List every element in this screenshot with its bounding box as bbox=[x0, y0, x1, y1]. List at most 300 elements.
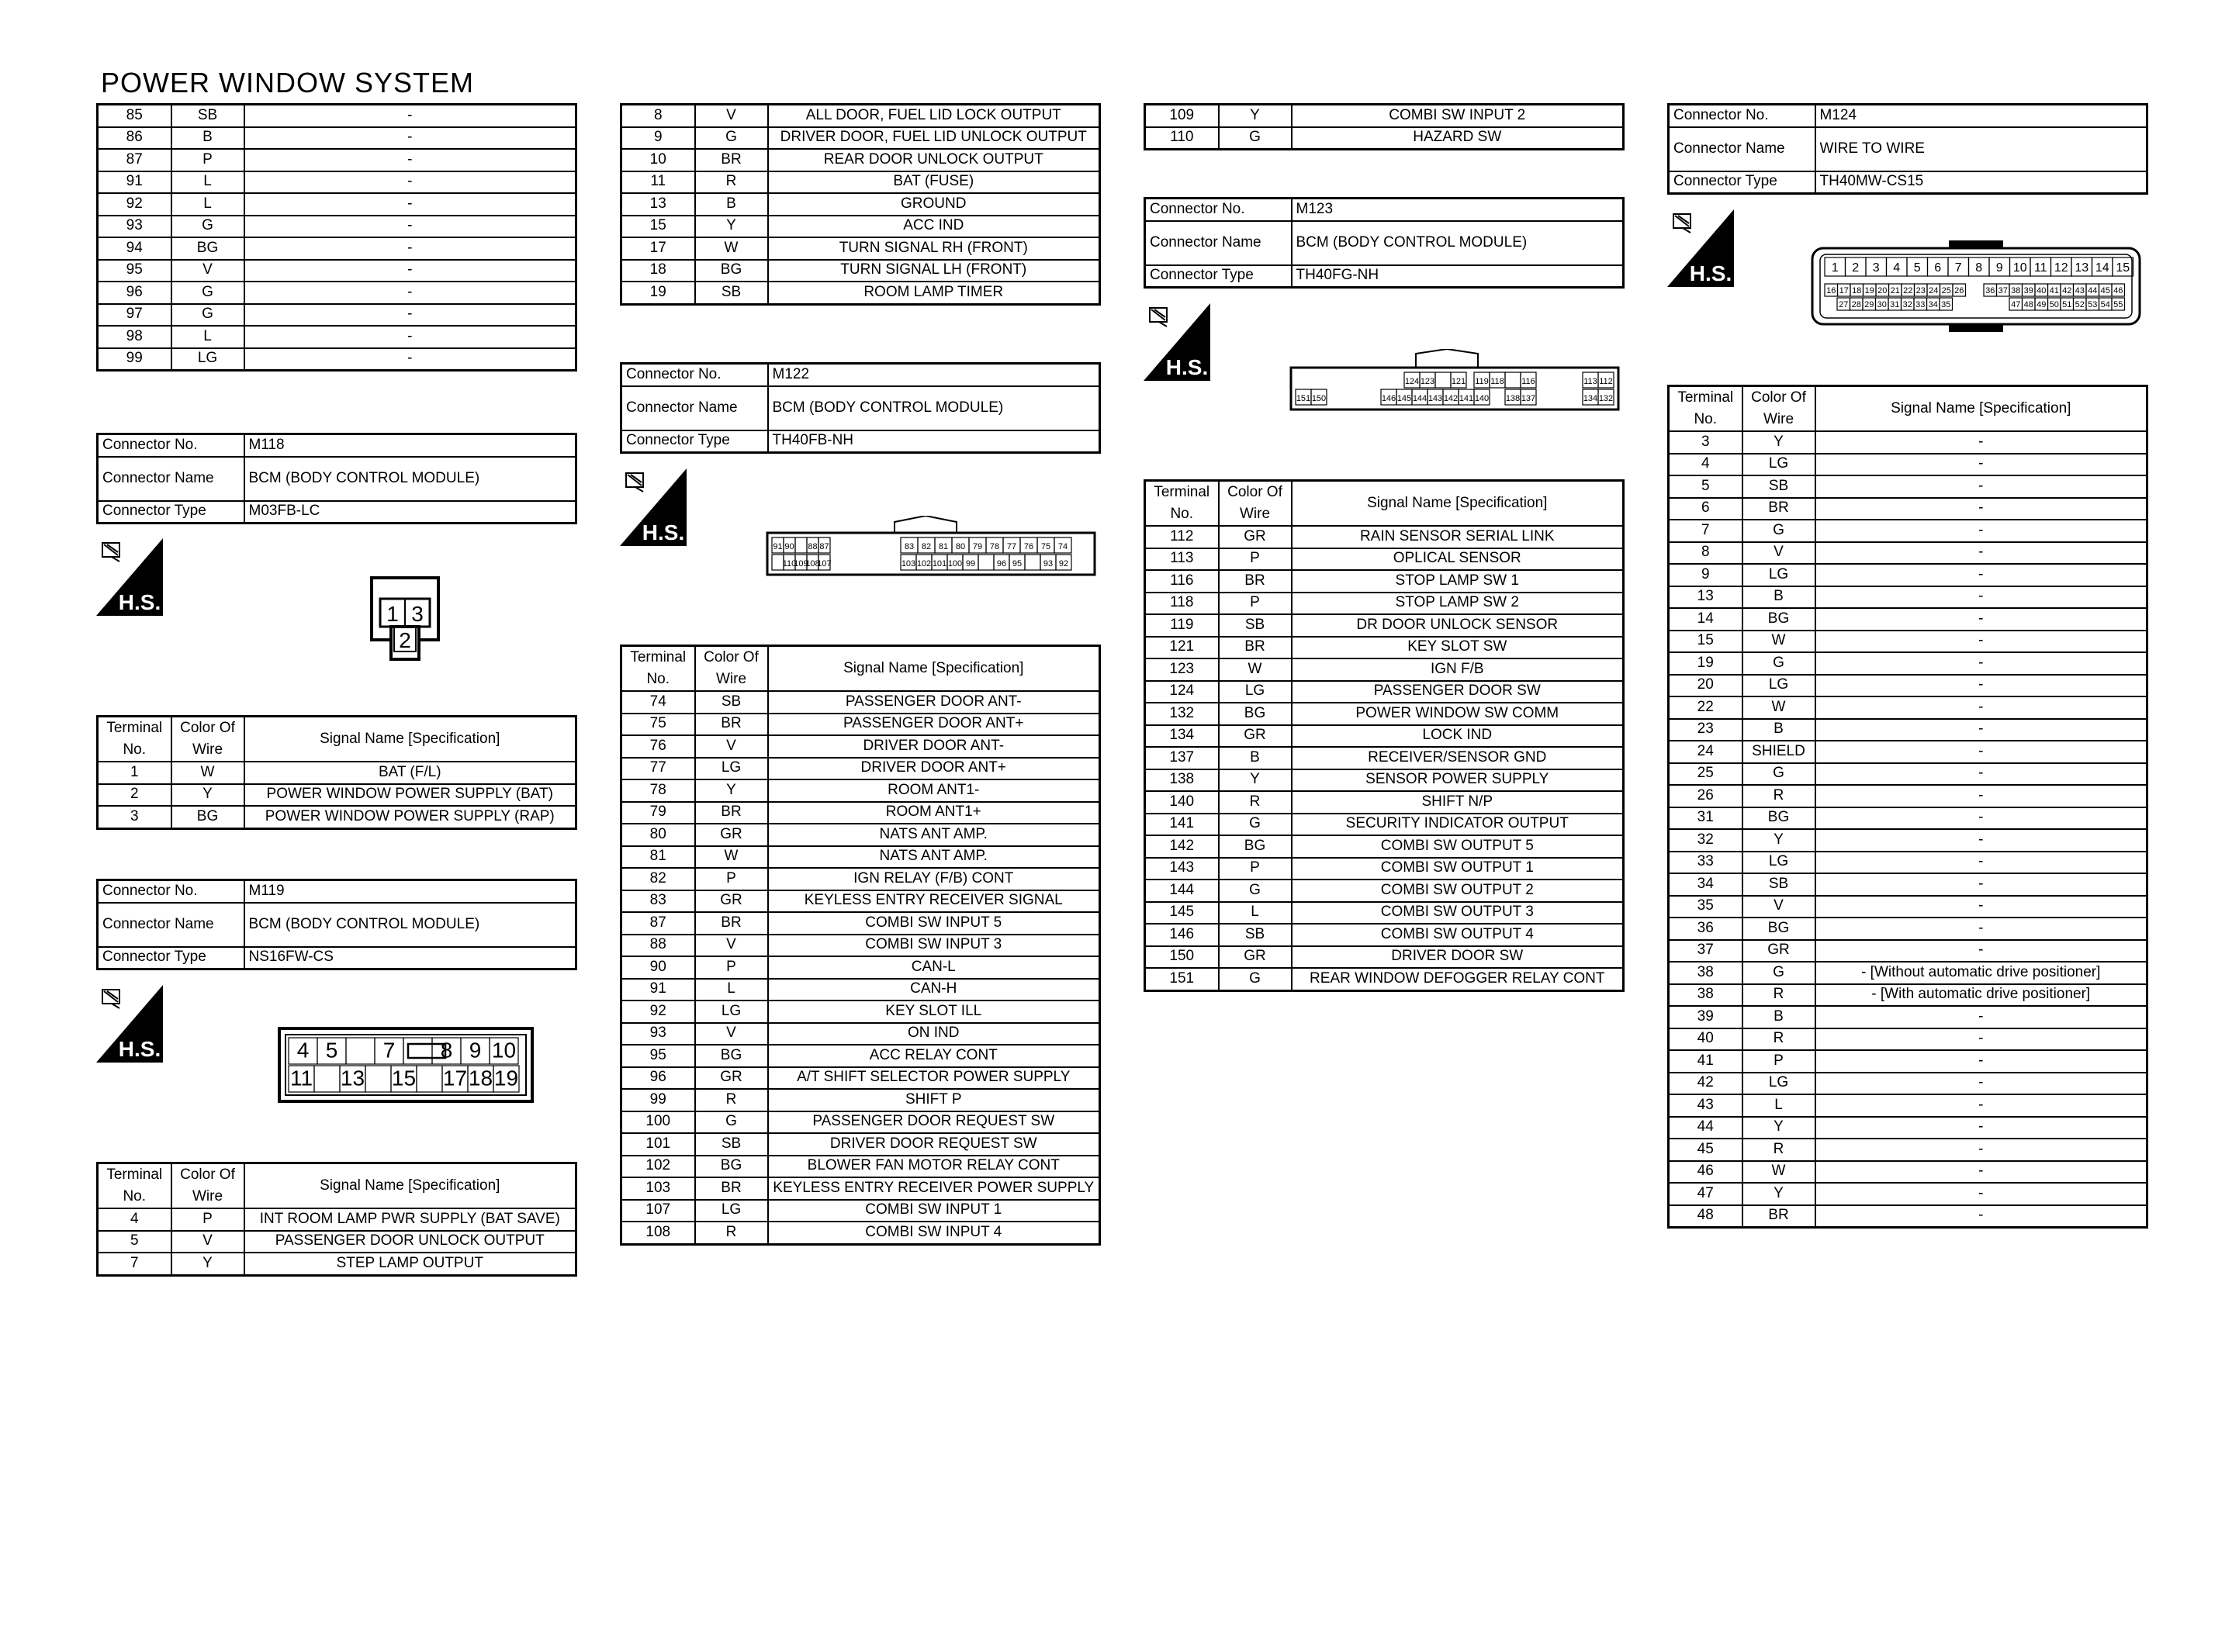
signal-name-cell: COMBI SW INPUT 3 bbox=[768, 935, 1100, 957]
table-row bbox=[98, 127, 576, 150]
pin-label: 40 bbox=[2037, 286, 2047, 295]
signal-name-cell: INT ROOM LAMP PWR SUPPLY (BAT SAVE) bbox=[244, 1208, 576, 1231]
pin-label: 102 bbox=[916, 559, 932, 569]
table-row bbox=[1145, 614, 1624, 637]
signal-name-cell: SHIFT P bbox=[768, 1089, 1100, 1111]
table-row bbox=[621, 714, 1100, 736]
table-row bbox=[1669, 475, 2147, 498]
pin-label: 32 bbox=[1902, 300, 1912, 309]
signal-name-cell: - bbox=[1815, 564, 2147, 586]
signal-name-cell: - bbox=[1815, 631, 2147, 653]
table-row bbox=[1669, 520, 2147, 542]
wire-color-cell: W bbox=[1742, 631, 1815, 653]
wire-color-cell: BR bbox=[695, 912, 768, 935]
wire-color-cell: P bbox=[1219, 858, 1292, 880]
terminal-table-m122 bbox=[620, 645, 1101, 1246]
pin-label: 11 bbox=[2033, 261, 2047, 275]
terminal-no-cell: 8 bbox=[621, 105, 695, 127]
connector-info-m119 bbox=[96, 879, 577, 970]
connector-type-value: NS16FW-CS bbox=[244, 947, 576, 969]
connector-name-label: Connector Name bbox=[1669, 127, 1815, 171]
wire-color-cell: R bbox=[695, 1089, 768, 1111]
wire-color-cell: LG bbox=[1742, 454, 1815, 476]
signal-name-cell: - bbox=[1815, 696, 2147, 719]
terminal-no-cell: 9 bbox=[621, 127, 695, 150]
wire-color-cell: BR bbox=[695, 1177, 768, 1200]
terminal-no-cell: 93 bbox=[98, 216, 171, 238]
signal-name-cell: - bbox=[1815, 940, 2147, 963]
pin-label: 35 bbox=[1941, 300, 1951, 309]
terminal-no-cell: 75 bbox=[621, 714, 695, 736]
wire-color-cell: GR bbox=[1219, 946, 1292, 969]
terminal-no-cell: 81 bbox=[621, 846, 695, 869]
table-row bbox=[1145, 814, 1624, 836]
wire-color-cell: BR bbox=[1742, 1205, 1815, 1228]
connector-face-m118 bbox=[369, 575, 441, 662]
signal-name-cell: REAR WINDOW DEFOGGER RELAY CONT bbox=[1292, 968, 1624, 990]
table-row bbox=[1145, 747, 1624, 769]
signal-name-header: Signal Name [Specification] bbox=[244, 1163, 576, 1209]
signal-name-cell: - bbox=[244, 216, 576, 238]
terminal-no-cell: 138 bbox=[1145, 769, 1219, 792]
signal-name-cell: STOP LAMP SW 1 bbox=[1292, 570, 1624, 593]
wire-color-cell: R bbox=[695, 171, 768, 194]
table-row bbox=[1669, 962, 2147, 984]
wire-color-cell: Y bbox=[695, 216, 768, 238]
wire-color-cell: BG bbox=[695, 1156, 768, 1178]
wire-color-cell: P bbox=[1742, 1050, 1815, 1073]
wire-color-cell: GR bbox=[1219, 725, 1292, 748]
pin-label: 93 bbox=[1043, 559, 1054, 569]
signal-name-cell: - bbox=[244, 282, 576, 304]
wire-color-header: Color Of Wire bbox=[171, 1163, 244, 1209]
wire-color-cell: G bbox=[1742, 763, 1815, 786]
wire-color-cell: LG bbox=[1742, 564, 1815, 586]
wire-color-cell: BG bbox=[1742, 918, 1815, 940]
pin-label: 22 bbox=[1903, 286, 1913, 295]
table-row bbox=[1145, 570, 1624, 593]
signal-name-cell: ROOM ANT1- bbox=[768, 779, 1100, 802]
terminal-no-cell: 103 bbox=[621, 1177, 695, 1200]
table-row bbox=[98, 326, 576, 348]
table-row bbox=[1669, 542, 2147, 565]
terminal-no-cell: 34 bbox=[1669, 873, 1742, 896]
signal-name-cell: - bbox=[1815, 807, 2147, 830]
table-row bbox=[1669, 454, 2147, 476]
pin-label: 107 bbox=[817, 559, 832, 569]
wire-color-cell: LG bbox=[695, 758, 768, 780]
pin-label: 108 bbox=[805, 559, 820, 569]
pin-label: 113 bbox=[1583, 377, 1597, 386]
signal-name-cell: COMBI SW OUTPUT 1 bbox=[1292, 858, 1624, 880]
table-row bbox=[1145, 127, 1624, 150]
wire-color-cell: R bbox=[1219, 791, 1292, 814]
table-row bbox=[1145, 681, 1624, 703]
signal-name-cell: - bbox=[244, 348, 576, 371]
table-row bbox=[621, 1200, 1100, 1222]
wire-color-cell: V bbox=[171, 260, 244, 282]
terminal-no-cell: 80 bbox=[621, 824, 695, 846]
terminal-no-cell: 108 bbox=[621, 1222, 695, 1244]
connector-type-value: TH40MW-CS15 bbox=[1815, 171, 2147, 194]
pin-label: 7 bbox=[382, 1038, 396, 1063]
pin-label: 96 bbox=[996, 559, 1007, 569]
pin-label: 145 bbox=[1396, 394, 1412, 403]
table-row bbox=[1145, 946, 1624, 969]
terminal-no-cell: 109 bbox=[1145, 105, 1219, 127]
pin-label: 19 bbox=[493, 1066, 519, 1090]
terminal-no-cell: 6 bbox=[1669, 498, 1742, 520]
wire-color-cell: G bbox=[1219, 968, 1292, 990]
pin-label: 37 bbox=[1998, 286, 2008, 295]
svg-text:H.S.: H.S. bbox=[1689, 261, 1732, 285]
pin-label: 123 bbox=[1420, 377, 1435, 386]
terminal-no-cell: 1 bbox=[98, 762, 171, 784]
table-row bbox=[621, 1222, 1100, 1244]
wire-color-cell: BG bbox=[171, 237, 244, 260]
terminal-no-cell: 37 bbox=[1669, 940, 1742, 963]
signal-name-cell: - bbox=[1815, 1050, 2147, 1073]
connector-no-label: Connector No. bbox=[98, 434, 244, 457]
signal-name-cell: - bbox=[1815, 741, 2147, 763]
wire-color-cell: G bbox=[171, 216, 244, 238]
terminal-no-cell: 44 bbox=[1669, 1117, 1742, 1139]
wire-color-cell: GR bbox=[1742, 940, 1815, 963]
table-row bbox=[1145, 924, 1624, 946]
signal-name-header: Signal Name [Specification] bbox=[244, 717, 576, 762]
pin-label: 23 bbox=[1915, 286, 1926, 295]
wire-color-cell: BR bbox=[695, 149, 768, 171]
signal-name-cell: POWER WINDOW SW COMM bbox=[1292, 703, 1624, 725]
signal-name-cell: RAIN SENSOR SERIAL LINK bbox=[1292, 526, 1624, 548]
terminal-no-cell: 151 bbox=[1145, 968, 1219, 990]
table-row bbox=[621, 1045, 1100, 1067]
pin-label: 110 bbox=[782, 559, 797, 569]
signal-name-cell: GROUND bbox=[768, 193, 1100, 216]
table-row bbox=[1669, 719, 2147, 741]
wire-color-cell: Y bbox=[1742, 1183, 1815, 1205]
signal-name-cell: ALL DOOR, FUEL LID LOCK OUTPUT bbox=[768, 105, 1100, 127]
connector-no-value: M122 bbox=[768, 364, 1100, 386]
connector-name-value: WIRE TO WIRE bbox=[1815, 127, 2147, 171]
signal-name-cell: A/T SHIFT SELECTOR POWER SUPPLY bbox=[768, 1067, 1100, 1090]
signal-name-cell: REAR DOOR UNLOCK OUTPUT bbox=[768, 149, 1100, 171]
signal-name-cell: - bbox=[1815, 1161, 2147, 1184]
signal-name-cell: HAZARD SW bbox=[1292, 127, 1624, 150]
pin-label: 1 bbox=[1831, 261, 1839, 275]
pin-label: 41 bbox=[2049, 286, 2059, 295]
table-row bbox=[1145, 637, 1624, 659]
terminal-no-cell: 11 bbox=[621, 171, 695, 194]
pin-label: 19 bbox=[1864, 286, 1874, 295]
wire-color-header: Color Of Wire bbox=[1219, 481, 1292, 527]
signal-name-cell: - bbox=[1815, 1073, 2147, 1095]
terminal-no-cell: 42 bbox=[1669, 1073, 1742, 1095]
pin-label: 132 bbox=[1598, 394, 1614, 403]
pin-label: 142 bbox=[1443, 394, 1459, 403]
signal-name-cell: CAN-L bbox=[768, 956, 1100, 979]
wire-color-cell: W bbox=[171, 762, 244, 784]
connector-name-label: Connector Name bbox=[98, 457, 244, 501]
signal-name-cell: DRIVER DOOR ANT+ bbox=[768, 758, 1100, 780]
terminal-no-cell: 101 bbox=[621, 1133, 695, 1156]
table-row bbox=[98, 304, 576, 327]
signal-name-cell: BAT (F/L) bbox=[244, 762, 576, 784]
pin-label: 33 bbox=[1915, 300, 1926, 309]
table-row bbox=[621, 260, 1100, 282]
terminal-table-continued bbox=[96, 103, 577, 372]
wire-color-cell: W bbox=[1742, 1161, 1815, 1184]
pin-label: 9 bbox=[1995, 261, 2003, 275]
terminal-no-cell: 95 bbox=[98, 260, 171, 282]
signal-name-cell: PASSENGER DOOR SW bbox=[1292, 681, 1624, 703]
pin-label: 21 bbox=[1890, 286, 1900, 295]
signal-name-cell: DR DOOR UNLOCK SENSOR bbox=[1292, 614, 1624, 637]
signal-name-cell: - bbox=[1815, 1139, 2147, 1161]
harness-side-icon bbox=[96, 538, 163, 616]
pin-label: 39 bbox=[2023, 286, 2033, 295]
wire-color-cell: BR bbox=[1742, 498, 1815, 520]
wire-color-cell: GR bbox=[695, 890, 768, 913]
terminal-no-cell: 123 bbox=[1145, 658, 1219, 681]
terminal-no-header: Terminal No. bbox=[1669, 386, 1742, 432]
signal-name-cell: - bbox=[1815, 586, 2147, 609]
table-row bbox=[98, 105, 576, 127]
pin-label: 150 bbox=[1311, 394, 1327, 403]
connector-type-label: Connector Type bbox=[98, 501, 244, 524]
wire-color-cell: G bbox=[171, 304, 244, 327]
signal-name-cell: NATS ANT AMP. bbox=[768, 824, 1100, 846]
connector-name-value: BCM (BODY CONTROL MODULE) bbox=[768, 386, 1100, 430]
wire-color-cell: LG bbox=[1742, 1073, 1815, 1095]
pin-label: 26 bbox=[1954, 286, 1964, 295]
table-row bbox=[98, 784, 576, 807]
table-row bbox=[1145, 968, 1624, 990]
connector-name-label: Connector Name bbox=[1145, 221, 1292, 265]
pin-label: 151 bbox=[1296, 394, 1311, 403]
signal-name-cell: COMBI SW OUTPUT 4 bbox=[1292, 924, 1624, 946]
table-row bbox=[98, 762, 576, 784]
table-row bbox=[621, 868, 1100, 890]
svg-text:H.S.: H.S. bbox=[1165, 355, 1209, 379]
wire-color-cell: LG bbox=[695, 1200, 768, 1222]
table-row bbox=[621, 1067, 1100, 1090]
pin-label: 4 bbox=[1893, 261, 1901, 275]
terminal-no-cell: 140 bbox=[1145, 791, 1219, 814]
pin-label: 3 bbox=[1872, 261, 1880, 275]
table-row bbox=[1669, 763, 2147, 786]
pin-label: 31 bbox=[1890, 300, 1900, 309]
pin-label: 143 bbox=[1427, 394, 1443, 403]
connector-type-value: TH40FB-NH bbox=[768, 430, 1100, 453]
signal-name-cell: - bbox=[1815, 1006, 2147, 1028]
signal-name-header: Signal Name [Specification] bbox=[1292, 481, 1624, 527]
signal-name-header: Signal Name [Specification] bbox=[1815, 386, 2147, 432]
table-row bbox=[1669, 984, 2147, 1007]
wire-color-cell: GR bbox=[695, 1067, 768, 1090]
table-row bbox=[1145, 703, 1624, 725]
terminal-table-m124 bbox=[1667, 385, 2148, 1229]
pin-label: 76 bbox=[1023, 542, 1034, 551]
signal-name-cell: OPLICAL SENSOR bbox=[1292, 548, 1624, 571]
pin-label: 81 bbox=[938, 542, 949, 551]
signal-name-cell: RECEIVER/SENSOR GND bbox=[1292, 747, 1624, 769]
connector-face-m123 bbox=[1288, 349, 1621, 413]
wire-color-cell: BG bbox=[695, 260, 768, 282]
terminal-no-cell: 3 bbox=[1669, 431, 1742, 454]
wire-color-header: Color Of Wire bbox=[695, 646, 768, 692]
terminal-no-cell: 48 bbox=[1669, 1205, 1742, 1228]
signal-name-cell: ACC IND bbox=[768, 216, 1100, 238]
terminal-table-continued bbox=[1144, 103, 1625, 150]
signal-name-cell: - bbox=[1815, 785, 2147, 807]
table-row bbox=[621, 216, 1100, 238]
connector-type-label: Connector Type bbox=[1669, 171, 1815, 194]
terminal-no-cell: 33 bbox=[1669, 852, 1742, 874]
terminal-no-cell: 143 bbox=[1145, 858, 1219, 880]
terminal-no-header: Terminal No. bbox=[1145, 481, 1219, 527]
wire-color-cell: G bbox=[1742, 652, 1815, 675]
pin-label: 124 bbox=[1404, 377, 1420, 386]
table-row bbox=[1669, 741, 2147, 763]
terminal-no-cell: 5 bbox=[1669, 475, 1742, 498]
pin-label: 90 bbox=[784, 542, 794, 551]
terminal-no-cell: 98 bbox=[98, 326, 171, 348]
pin-label: 36 bbox=[1985, 286, 1995, 295]
pin-label: 10 bbox=[2012, 261, 2027, 275]
signal-name-cell: KEY SLOT SW bbox=[1292, 637, 1624, 659]
pin-label: 27 bbox=[1839, 300, 1849, 309]
terminal-no-header: Terminal No. bbox=[98, 717, 171, 762]
pin-label: 13 bbox=[2075, 261, 2089, 275]
terminal-no-cell: 96 bbox=[621, 1067, 695, 1090]
signal-name-cell: LOCK IND bbox=[1292, 725, 1624, 748]
signal-name-cell: - bbox=[1815, 1094, 2147, 1117]
wire-color-cell: V bbox=[695, 105, 768, 127]
connector-no-label: Connector No. bbox=[98, 880, 244, 903]
signal-name-cell: - bbox=[244, 237, 576, 260]
harness-side-icon bbox=[1144, 303, 1210, 381]
signal-name-cell: - bbox=[1815, 520, 2147, 542]
table-row bbox=[621, 1111, 1100, 1134]
connector-name-label: Connector Name bbox=[98, 903, 244, 947]
wire-color-cell: L bbox=[695, 979, 768, 1001]
signal-name-cell: PASSENGER DOOR UNLOCK OUTPUT bbox=[244, 1231, 576, 1253]
signal-name-cell: - bbox=[244, 304, 576, 327]
pin-label: 88 bbox=[808, 542, 818, 551]
table-row bbox=[1669, 896, 2147, 918]
signal-name-cell: COMBI SW INPUT 1 bbox=[768, 1200, 1100, 1222]
pin-label: 17 bbox=[1839, 286, 1849, 295]
wire-color-cell: LG bbox=[171, 348, 244, 371]
pin-label: 75 bbox=[1040, 542, 1051, 551]
terminal-no-cell: 97 bbox=[98, 304, 171, 327]
table-row bbox=[621, 1133, 1100, 1156]
table-row bbox=[1669, 1028, 2147, 1051]
table-row bbox=[98, 193, 576, 216]
table-row bbox=[1669, 873, 2147, 896]
terminal-table-continued bbox=[620, 103, 1101, 306]
wire-color-cell: W bbox=[1742, 696, 1815, 719]
pin-label: 146 bbox=[1381, 394, 1396, 403]
terminal-no-cell: 91 bbox=[621, 979, 695, 1001]
table-row bbox=[1145, 548, 1624, 571]
table-row bbox=[621, 1156, 1100, 1178]
pin-label: 119 bbox=[1475, 377, 1489, 386]
signal-name-cell: COMBI SW OUTPUT 5 bbox=[1292, 835, 1624, 858]
table-row bbox=[1669, 807, 2147, 830]
signal-name-cell: - bbox=[1815, 719, 2147, 741]
terminal-no-cell: 99 bbox=[98, 348, 171, 371]
wire-color-cell: W bbox=[695, 237, 768, 260]
connector-info-m118 bbox=[96, 433, 577, 524]
table-row bbox=[621, 1023, 1100, 1045]
wire-color-cell: Y bbox=[171, 784, 244, 807]
table-row bbox=[98, 282, 576, 304]
wire-color-cell: Y bbox=[171, 1253, 244, 1275]
connector-info-m123 bbox=[1144, 197, 1625, 289]
table-row bbox=[1669, 1117, 2147, 1139]
pin-label: 47 bbox=[2011, 300, 2021, 309]
pin-label: 137 bbox=[1521, 394, 1536, 403]
pin-label: 77 bbox=[1006, 542, 1017, 551]
terminal-no-cell: 119 bbox=[1145, 614, 1219, 637]
pin-label: 45 bbox=[2100, 286, 2110, 295]
terminal-no-cell: 4 bbox=[98, 1208, 171, 1231]
pin-label: 141 bbox=[1459, 394, 1474, 403]
wire-color-cell: L bbox=[171, 193, 244, 216]
terminal-no-cell: 93 bbox=[621, 1023, 695, 1045]
signal-name-cell: COMBI SW OUTPUT 3 bbox=[1292, 902, 1624, 924]
terminal-no-cell: 38 bbox=[1669, 962, 1742, 984]
pin-label: 80 bbox=[955, 542, 966, 551]
wire-color-cell: W bbox=[1219, 658, 1292, 681]
table-row bbox=[1669, 675, 2147, 697]
table-row bbox=[621, 824, 1100, 846]
wire-color-cell: V bbox=[695, 1023, 768, 1045]
signal-name-cell: SHIFT N/P bbox=[1292, 791, 1624, 814]
table-row bbox=[1145, 105, 1624, 127]
table-row bbox=[621, 127, 1100, 150]
wire-color-cell: L bbox=[1219, 902, 1292, 924]
wire-color-cell: P bbox=[695, 956, 768, 979]
table-row bbox=[1669, 564, 2147, 586]
connector-name-value: BCM (BODY CONTROL MODULE) bbox=[244, 457, 576, 501]
pin-label: 46 bbox=[2113, 286, 2123, 295]
wire-color-cell: SB bbox=[695, 691, 768, 714]
pin-label: 91 bbox=[773, 542, 783, 551]
terminal-no-cell: 39 bbox=[1669, 1006, 1742, 1028]
connector-name-value: BCM (BODY CONTROL MODULE) bbox=[244, 903, 576, 947]
signal-name-cell: - bbox=[1815, 1183, 2147, 1205]
pin-label: 29 bbox=[1864, 300, 1874, 309]
signal-name-cell: - bbox=[244, 149, 576, 171]
pin-label: 116 bbox=[1521, 377, 1535, 386]
table-row bbox=[621, 779, 1100, 802]
table-row bbox=[98, 1253, 576, 1275]
table-row bbox=[621, 890, 1100, 913]
wire-color-header: Color Of Wire bbox=[1742, 386, 1815, 432]
signal-name-cell: DRIVER DOOR, FUEL LID UNLOCK OUTPUT bbox=[768, 127, 1100, 150]
pin-label: 112 bbox=[1599, 377, 1613, 386]
pin-label: 24 bbox=[1929, 286, 1939, 295]
terminal-no-cell: 45 bbox=[1669, 1139, 1742, 1161]
pin-label: 78 bbox=[989, 542, 1000, 551]
hs-label: H.S. bbox=[118, 590, 161, 614]
table-row bbox=[98, 1208, 576, 1231]
wire-color-cell: BR bbox=[695, 714, 768, 736]
table-row bbox=[1145, 769, 1624, 792]
